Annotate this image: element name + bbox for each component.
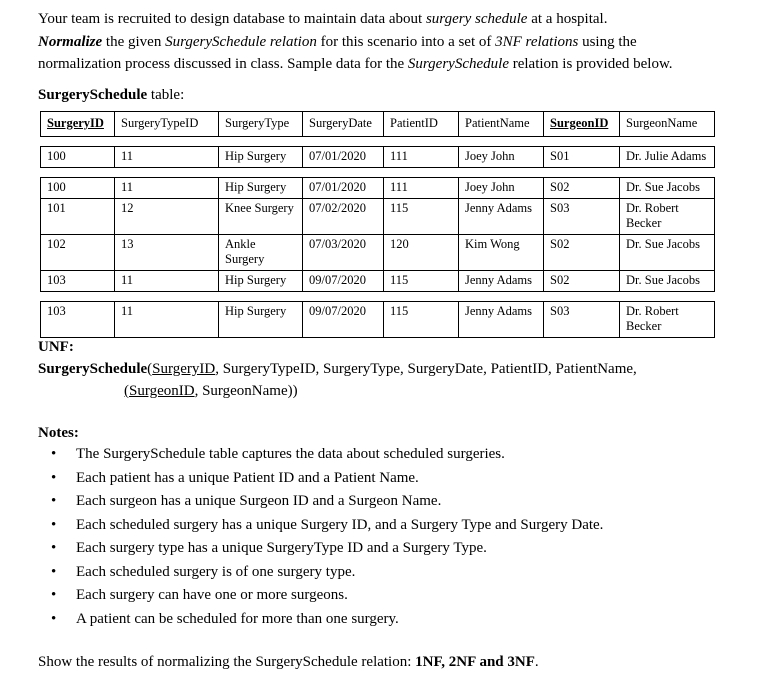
cell: Joey John — [459, 147, 544, 168]
cell: Dr. Sue Jacobs — [620, 271, 715, 292]
header-surgeon-name: SurgeonName — [620, 112, 715, 137]
final-instruction — [38, 651, 539, 673]
list-item: • Each patient has a unique Patient ID and a Patient Name. — [38, 467, 603, 491]
table-row — [41, 199, 715, 235]
cell: Hip Surgery — [219, 302, 303, 338]
cell: S03 — [544, 199, 620, 235]
cell: 101 — [41, 199, 115, 235]
cell: 07/03/2020 — [303, 235, 384, 271]
cell: Kim Wong — [459, 235, 544, 271]
list-item: • Each surgeon has a unique Surgeon ID and a Surgeon Name. — [38, 490, 603, 514]
unf-primary-key: SurgeryID — [152, 361, 216, 377]
intro-text: normalization process discussed in class. Sample data for the — [38, 56, 408, 72]
surgery-schedule-table — [40, 111, 715, 338]
cell: 13 — [115, 235, 219, 271]
cell: Hip Surgery — [219, 271, 303, 292]
cell: S02 — [544, 271, 620, 292]
unf-heading: UNF: — [38, 339, 74, 355]
intro-text: Your team is recruited to design database to maintain data about — [38, 11, 426, 27]
table-row — [41, 147, 715, 168]
intro-text: at a hospital. — [527, 11, 608, 27]
final-text: . — [534, 654, 539, 670]
cell: 09/07/2020 — [303, 302, 384, 338]
cell: 07/01/2020 — [303, 147, 384, 168]
header-patient-id: PatientID — [384, 112, 459, 137]
cell: Jenny Adams — [459, 302, 544, 338]
list-item: • Each surgery type has a unique SurgeryType ID and a Surgery Type. — [38, 537, 603, 561]
normalize-emphasis: Normalize — [38, 33, 103, 50]
cell: Hip Surgery — [219, 178, 303, 199]
cell: 11 — [115, 271, 219, 292]
list-item: • A patient can be scheduled for more than one surgery. — [38, 608, 603, 632]
cell: 103 — [41, 302, 115, 338]
header-surgery-date: SurgeryDate — [303, 112, 384, 137]
final-text: Show the results of normalizing the SurgerySchedule relation: — [38, 654, 416, 670]
cell: 102 — [41, 235, 115, 271]
cell: Jenny Adams — [459, 199, 544, 235]
cell: Dr. Julie Adams — [620, 147, 715, 168]
intro-text: relation is provided below. — [508, 56, 673, 72]
table-label — [38, 84, 184, 106]
list-item: • The SurgerySchedule table captures the data about scheduled surgeries. — [38, 443, 603, 467]
cell: 11 — [115, 178, 219, 199]
header-patient-name: PatientName — [459, 112, 544, 137]
cell: 115 — [384, 271, 459, 292]
cell: S01 — [544, 147, 620, 168]
intro-text: using the — [578, 33, 637, 50]
cell: S02 — [544, 235, 620, 271]
list-item: • Each surgery can have one or more surgeons. — [38, 584, 603, 608]
cell: 115 — [384, 302, 459, 338]
intro-text: for this scenario into a set of — [316, 33, 496, 50]
intro-paragraph — [38, 8, 738, 76]
unf-group-key: SurgeonID — [129, 383, 195, 399]
header-surgery-id: SurgeryID — [41, 112, 115, 137]
cell: Dr. Robert Becker — [620, 302, 715, 338]
table-row — [41, 302, 715, 338]
cell: 120 — [384, 235, 459, 271]
header-surgeon-id: SurgeonID — [544, 112, 620, 137]
cell: Joey John — [459, 178, 544, 199]
cell: Jenny Adams — [459, 271, 544, 292]
header-surgery-type-id: SurgeryTypeID — [115, 112, 219, 137]
cell: Knee Surgery — [219, 199, 303, 235]
table-label-name: SurgerySchedule — [38, 87, 148, 103]
cell: 111 — [384, 147, 459, 168]
table-label-suffix: table: — [147, 87, 185, 103]
cell: Hip Surgery — [219, 147, 303, 168]
cell: 100 — [41, 178, 115, 199]
cell: 100 — [41, 147, 115, 168]
unf-relation-name: SurgerySchedule — [38, 361, 148, 377]
notes-list — [38, 443, 603, 631]
cell: 115 — [384, 199, 459, 235]
unf-paren: ( — [124, 383, 129, 399]
cell: Ankle Surgery — [219, 235, 303, 271]
cell: 103 — [41, 271, 115, 292]
table-header-row — [41, 112, 715, 137]
cell: Dr. Robert Becker — [620, 199, 715, 235]
cell: Dr. Sue Jacobs — [620, 178, 715, 199]
cell: 09/07/2020 — [303, 271, 384, 292]
unf-paren: ( — [147, 361, 153, 377]
cell: 07/02/2020 — [303, 199, 384, 235]
table-row — [41, 235, 715, 271]
table-row — [41, 271, 715, 292]
unf-group-attributes: , SurgeonName)) — [194, 383, 298, 399]
list-item: • Each scheduled surgery is of one surgery type. — [38, 561, 603, 585]
unf-relation — [38, 358, 637, 380]
intro-emphasis: surgery schedule — [425, 11, 528, 27]
cell: S02 — [544, 178, 620, 199]
cell: 12 — [115, 199, 219, 235]
intro-emphasis: SurgerySchedule relation — [165, 33, 317, 50]
cell: 111 — [384, 178, 459, 199]
cell: 11 — [115, 302, 219, 338]
cell: Dr. Sue Jacobs — [620, 235, 715, 271]
notes-heading: Notes: — [38, 425, 79, 441]
header-surgery-type: SurgeryType — [219, 112, 303, 137]
intro-emphasis: 3NF relations — [495, 33, 579, 50]
unf-attributes: , SurgeryTypeID, SurgeryType, SurgeryDate, PatientID, PatientName, — [215, 361, 637, 377]
cell: 11 — [115, 147, 219, 168]
cell: S03 — [544, 302, 620, 338]
list-item: • Each scheduled surgery has a unique Surgery ID, and a Surgery Type and Surgery Date. — [38, 514, 603, 538]
intro-text: the given — [102, 33, 166, 50]
final-emphasis: 1NF, 2NF and 3NF — [415, 654, 535, 670]
intro-emphasis: SurgerySchedule — [407, 56, 509, 72]
cell: 07/01/2020 — [303, 178, 384, 199]
unf-repeating-group — [124, 380, 298, 402]
table-row — [41, 178, 715, 199]
